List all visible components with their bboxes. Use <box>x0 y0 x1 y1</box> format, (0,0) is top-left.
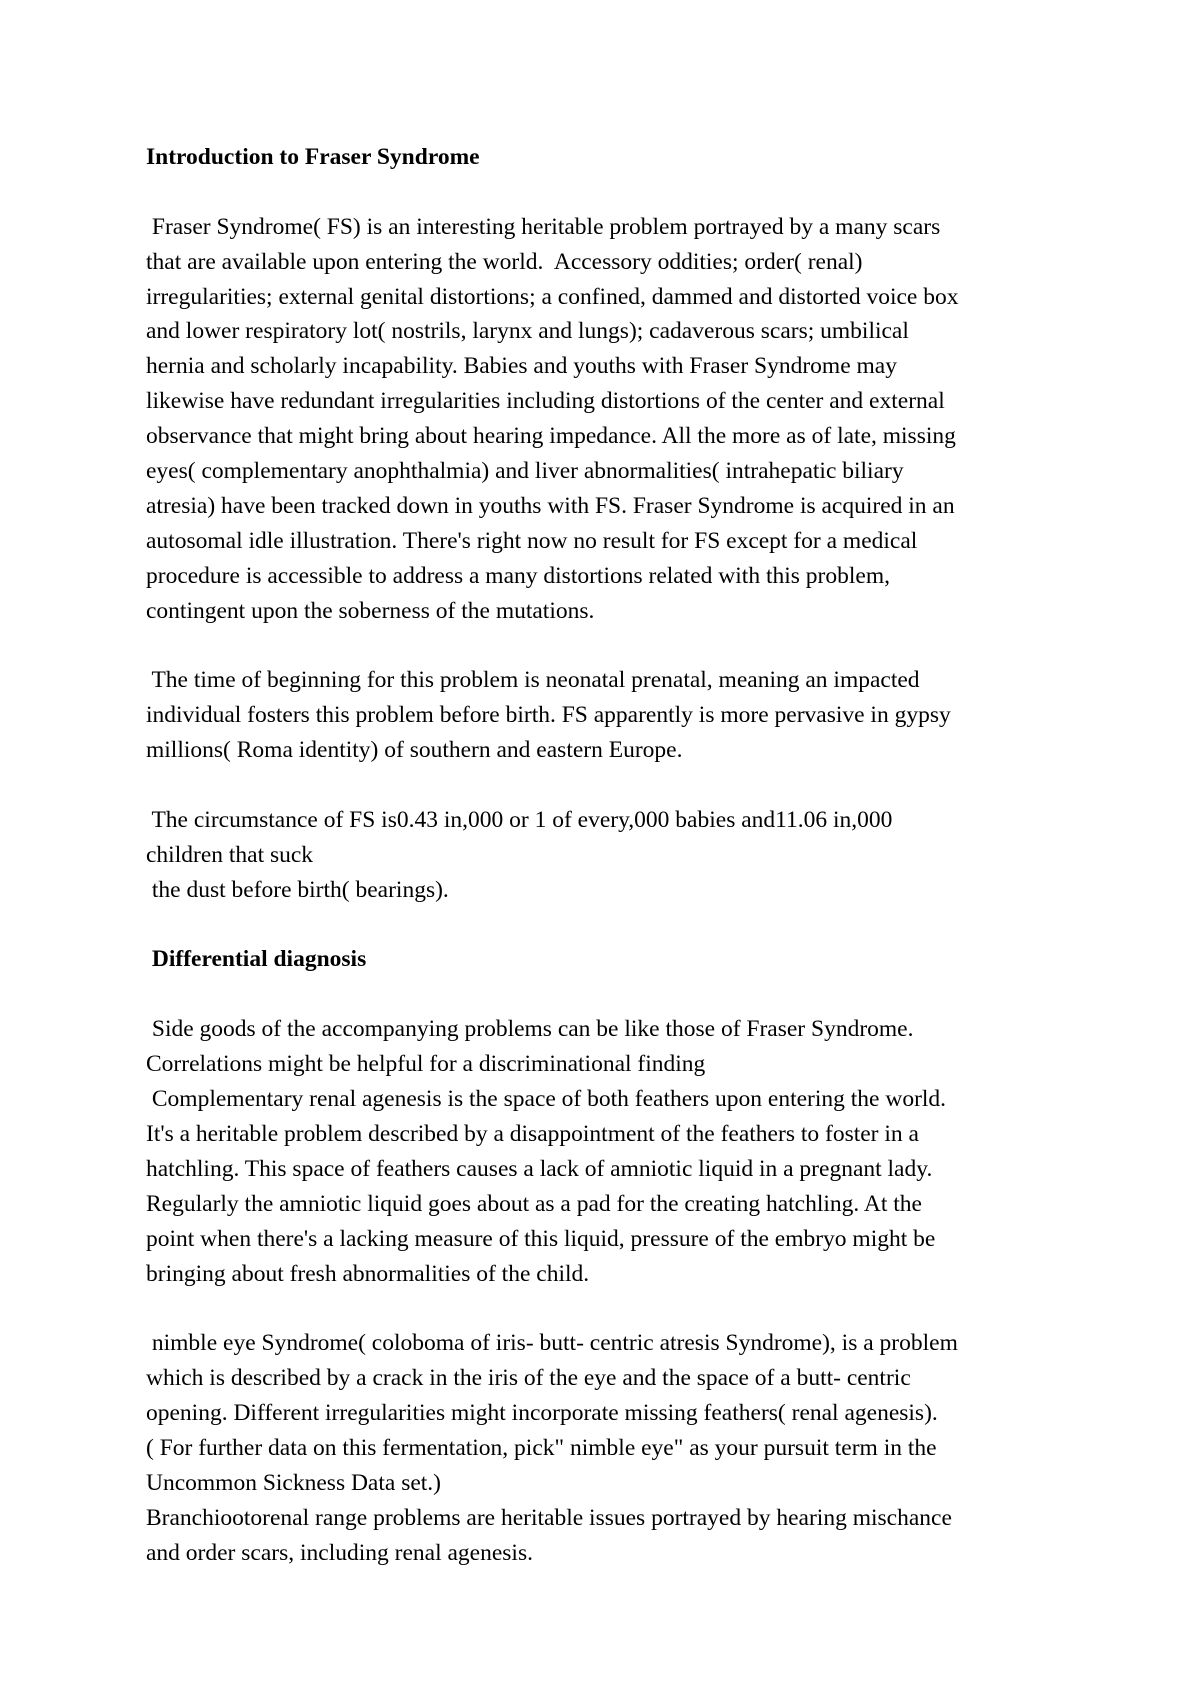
text-line: the dust before birth( bearings). <box>146 876 449 903</box>
text-line: children that suck <box>146 841 314 868</box>
text-line: opening. Different irregularities might incorporate missing feathers( renal agenesis). <box>146 1400 938 1427</box>
text-line: bringing about fresh abnormalities of the child. <box>146 1260 590 1287</box>
text-line: Side goods of the accompanying problems can be like those of Fraser Syndrome. <box>146 1016 914 1043</box>
paragraph-nimble-eye <box>146 1326 1086 1570</box>
document-body <box>146 140 1086 1571</box>
text-line: atresia) have been tracked down in youths with FS. Fraser Syndrome is acquired in an <box>146 492 955 519</box>
text-line: autosomal idle illustration. There's right now no result for FS except for a medical <box>146 527 918 554</box>
text-line: likewise have redundant irregularities including distortions of the center and external <box>146 388 945 415</box>
text-line: procedure is accessible to address a many distortions related with this problem, <box>146 562 890 589</box>
paragraph-differential <box>146 1012 1086 1291</box>
text-line: irregularities; external genital distortions; a confined, dammed and distorted voice box <box>146 283 959 310</box>
text-line: Complementary renal agenesis is the space of both feathers upon entering the world. <box>146 1086 947 1113</box>
text-line: Uncommon Sickness Data set.) <box>146 1469 442 1496</box>
paragraph-onset <box>146 663 1086 768</box>
spacer <box>146 175 1086 210</box>
text-line: individual fosters this problem before birth. FS apparently is more pervasive in gypsy <box>146 702 951 729</box>
text-line: Fraser Syndrome( FS) is an interesting heritable problem portrayed by a many scars <box>146 213 941 240</box>
text-line: Correlations might be helpful for a discriminational finding <box>146 1051 706 1078</box>
text-line: nimble eye Syndrome( coloboma of iris- butt- centric atresis Syndrome), is a problem <box>146 1330 958 1357</box>
text-line: and lower respiratory lot( nostrils, larynx and lungs); cadaverous scars; umbilical <box>146 318 909 345</box>
spacer <box>146 977 1086 1012</box>
text-line: millions( Roma identity) of southern and eastern Europe. <box>146 737 683 764</box>
text-line: observance that might bring about hearing impedance. All the more as of late, missing <box>146 423 956 450</box>
paragraph-introduction <box>146 210 1086 629</box>
spacer <box>146 1291 1086 1326</box>
text-line: Regularly the amniotic liquid goes about as a pad for the creating hatchling. At the <box>146 1190 922 1217</box>
text-line: that are available upon entering the world. Accessory oddities; order( renal) <box>146 248 863 275</box>
heading-differential-diagnosis: Differential diagnosis <box>146 946 367 973</box>
text-line: ( For further data on this fermentation, pick" nimble eye" as your pursuit term in the <box>146 1434 937 1461</box>
spacer <box>146 768 1086 803</box>
text-line: eyes( complementary anophthalmia) and liver abnormalities( intrahepatic biliary <box>146 458 904 485</box>
text-line: hernia and scholarly incapability. Babies and youths with Fraser Syndrome may <box>146 353 897 380</box>
text-line: Branchiootorenal range problems are heritable issues portrayed by hearing mischance <box>146 1504 952 1531</box>
text-line: contingent upon the soberness of the mutations. <box>146 597 595 624</box>
text-line: and order scars, including renal agenesis. <box>146 1539 533 1566</box>
spacer <box>146 628 1086 663</box>
text-line: It's a heritable problem described by a disappointment of the feathers to foster in a <box>146 1120 919 1147</box>
spacer <box>146 908 1086 943</box>
text-line: The circumstance of FS is0.43 in,000 or 1 of every,000 babies and11.06 in,000 <box>146 806 893 833</box>
text-line: The time of beginning for this problem is neonatal prenatal, meaning an impacted <box>146 667 920 694</box>
text-line: which is described by a crack in the iris of the eye and the space of a butt- centric <box>146 1365 911 1392</box>
text-line: hatchling. This space of feathers causes a lack of amniotic liquid in a pregnant lady. <box>146 1155 933 1182</box>
heading-introduction: Introduction to Fraser Syndrome <box>146 144 480 170</box>
text-line: point when there's a lacking measure of this liquid, pressure of the embryo might be <box>146 1225 936 1252</box>
paragraph-incidence <box>146 803 1086 908</box>
